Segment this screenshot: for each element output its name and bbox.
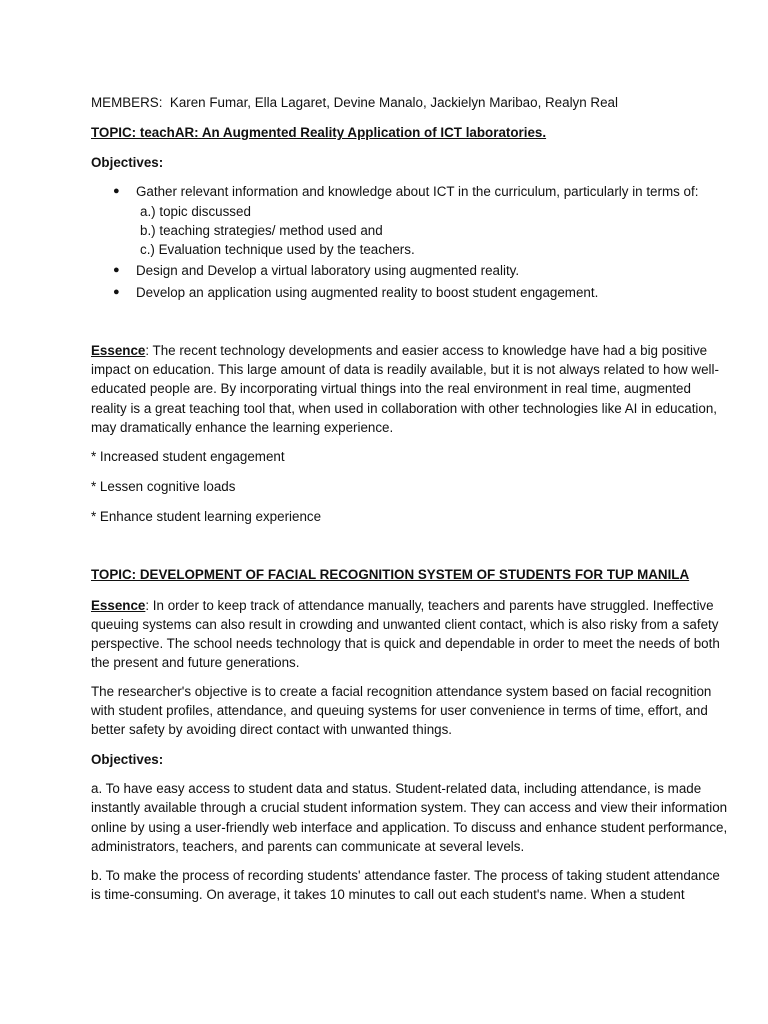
essence-line: may dramatically enhance the learning experience. (91, 420, 394, 435)
essence-label: Essence (91, 343, 146, 358)
topic1-sub-item-a: a.) topic discussed (140, 204, 251, 219)
topic1-bullet-2: Design and Develop a virtual laboratory using augmented reality. (136, 263, 520, 278)
members-names: Karen Fumar, Ella Lagaret, Devine Manalo, Jackielyn Maribao, Realyn Real (169, 95, 618, 110)
essence-line (91, 596, 714, 615)
essence-line: educated people are. By incorporating virtual things into the real environment in real time, augmented (91, 381, 691, 396)
bullet-icon: ● (113, 185, 120, 197)
essence-line: queuing systems can also result in crowding and unwanted client contact, which is also risky from a safety (91, 617, 719, 632)
paragraph-line: with student profiles, attendance, and queuing systems for user convenience in terms of time, effort, and (91, 703, 708, 718)
paragraph-line: b. To make the process of recording students' attendance faster. The process of taking student attendance (91, 868, 720, 883)
paragraph-line: better safety by avoiding direct contact with unwanted things. (91, 722, 453, 737)
topic1-bullet-1: Gather relevant information and knowledge about ICT in the curriculum, particularly in terms of: (136, 184, 699, 199)
paragraph-line: online by using a user-friendly web interface and application. To discuss and enhance student performance, (91, 820, 728, 835)
essence-line: the present and future generations. (91, 655, 300, 670)
topic1-point-3: * Enhance student learning experience (91, 509, 322, 524)
essence-line: reality is a great teaching tool that, when used in collaboration with other technologies like AI in education, (91, 401, 718, 416)
paragraph-line: The researcher's objective is to create a facial recognition attendance system based on facial recognition (91, 684, 712, 699)
paragraph-line: is time-consuming. On average, it takes 10 minutes to call out each student's name. When a student (91, 887, 685, 902)
members-label: MEMBERS: (91, 95, 163, 110)
topic1-objectives-heading: Objectives: (91, 155, 164, 170)
topic1-sub-item-b: b.) teaching strategies/ method used and (140, 223, 383, 238)
topic2-objectives-heading: Objectives: (91, 752, 164, 767)
members-line (91, 93, 618, 112)
topic1-point-2: * Lessen cognitive loads (91, 479, 236, 494)
topic1-bullet-3: Develop an application using augmented reality to boost student engagement. (136, 285, 599, 300)
essence-line: perspective. The school needs technology that is quick and dependable in order to meet the needs of both (91, 636, 720, 651)
essence-line (91, 341, 707, 360)
essence-text: : The recent technology developments and easier access to knowledge have had a big positive (145, 343, 708, 358)
bullet-icon: ● (113, 264, 120, 276)
essence-line: impact on education. This large amount of data is readily available, but it is not always related to how well- (91, 362, 719, 377)
topic1-title: TOPIC: teachAR: An Augmented Reality Application of ICT laboratories. (91, 125, 547, 140)
essence-text: : In order to keep track of attendance manually, teachers and parents have struggled. Ineffective (145, 598, 714, 613)
paragraph-line: administrators, teachers, and parents can communicate at several levels. (91, 839, 525, 854)
paragraph-line: a. To have easy access to student data and status. Student-related data, including attendance, is made (91, 781, 702, 796)
essence-label: Essence (91, 598, 146, 613)
bullet-icon: ● (113, 286, 120, 298)
topic2-title: TOPIC: DEVELOPMENT OF FACIAL RECOGNITION SYSTEM OF STUDENTS FOR TUP MANILA (91, 567, 690, 582)
topic1-sub-item-c: c.) Evaluation technique used by the teachers. (140, 242, 415, 257)
topic1-point-1: * Increased student engagement (91, 449, 285, 464)
paragraph-line: instantly available through a crucial student information system. They can access and view their information (91, 800, 728, 815)
